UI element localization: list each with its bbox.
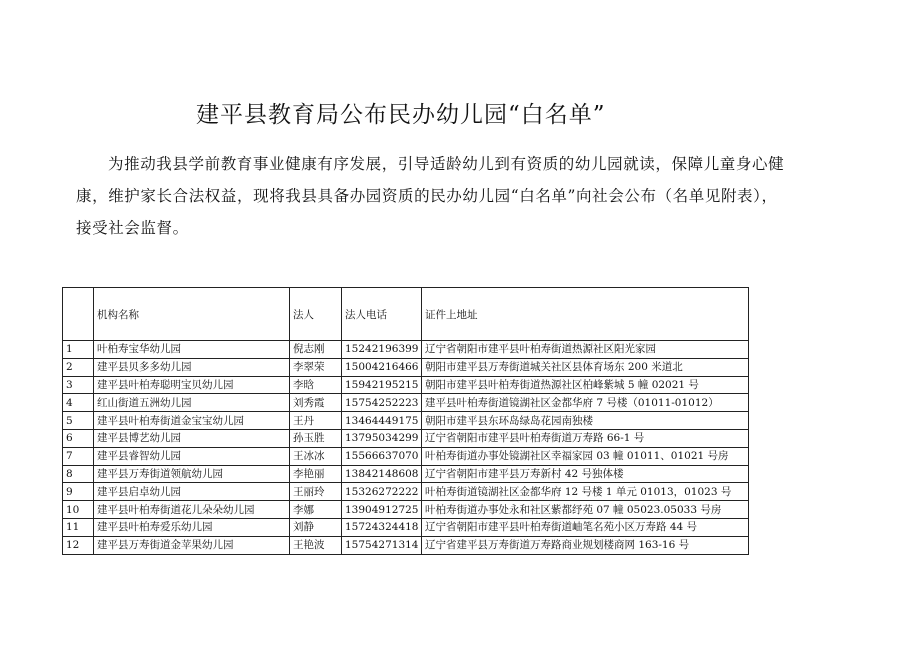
cell-certificate-address: 建平县叶柏寿街道镜湖社区金都华府 7 号楼（01011-01012） bbox=[422, 394, 749, 412]
table-row bbox=[63, 536, 749, 554]
cell-certificate-address: 叶柏寿街道办事处镜湖社区幸福家园 03 幢 01011、01021 号房 bbox=[422, 447, 749, 465]
cell-certificate-address: 朝阳市建平县东环岛绿岛花园南独楼 bbox=[422, 412, 749, 430]
cell-institution-name: 建平县博艺幼儿园 bbox=[94, 429, 290, 447]
cell-legal-person: 王丹 bbox=[290, 412, 342, 430]
cell-index: 12 bbox=[63, 536, 94, 554]
header-index bbox=[63, 288, 94, 341]
header-institution-name: 机构名称 bbox=[94, 288, 290, 341]
cell-legal-phone: 15242196399 bbox=[342, 341, 422, 359]
cell-legal-person: 倪志刚 bbox=[290, 341, 342, 359]
cell-institution-name: 建平县叶柏寿街道花儿朵朵幼儿园 bbox=[94, 501, 290, 519]
intro-line: 为推动我县学前教育事业健康有序发展，引导适龄幼儿到有资质的幼儿园就读，保障儿童身心健 bbox=[108, 155, 785, 173]
cell-legal-phone: 13842148608 bbox=[342, 465, 422, 483]
cell-index: 8 bbox=[63, 465, 94, 483]
cell-certificate-address: 辽宁省朝阳市建平县叶柏寿街道万寿路 66-1 号 bbox=[422, 429, 749, 447]
cell-legal-person: 李晗 bbox=[290, 376, 342, 394]
table-header bbox=[63, 288, 749, 341]
cell-institution-name: 叶柏寿宝华幼儿园 bbox=[94, 341, 290, 359]
table-row bbox=[63, 518, 749, 536]
cell-certificate-address: 辽宁省朝阳市建平县叶柏寿街道岫笔名苑小区万寿路 44 号 bbox=[422, 518, 749, 536]
cell-index: 7 bbox=[63, 447, 94, 465]
cell-institution-name: 建平县贝多多幼儿园 bbox=[94, 358, 290, 376]
cell-legal-phone: 15754252223 bbox=[342, 394, 422, 412]
table-header-row bbox=[63, 288, 749, 341]
cell-certificate-address: 辽宁省建平县万寿街道万寿路商业规划楼商网 163-16 号 bbox=[422, 536, 749, 554]
header-legal-person: 法人 bbox=[290, 288, 342, 341]
cell-certificate-address: 辽宁省朝阳市建平县万寿新村 42 号独体楼 bbox=[422, 465, 749, 483]
cell-institution-name: 建平县万寿街道金苹果幼儿园 bbox=[94, 536, 290, 554]
cell-legal-person: 刘秀霞 bbox=[290, 394, 342, 412]
cell-index: 11 bbox=[63, 518, 94, 536]
cell-institution-name: 建平县叶柏寿聪明宝贝幼儿园 bbox=[94, 376, 290, 394]
cell-legal-person: 李娜 bbox=[290, 501, 342, 519]
table-row bbox=[63, 412, 749, 430]
intro-paragraph bbox=[76, 148, 866, 244]
cell-institution-name: 红山街道五洲幼儿园 bbox=[94, 394, 290, 412]
cell-index: 6 bbox=[63, 429, 94, 447]
header-certificate-address: 证件上地址 bbox=[422, 288, 749, 341]
intro-line: 接受社会监督。 bbox=[76, 219, 189, 237]
cell-index: 5 bbox=[63, 412, 94, 430]
cell-index: 2 bbox=[63, 358, 94, 376]
cell-legal-phone: 15326272222 bbox=[342, 483, 422, 501]
kindergarten-registry-table bbox=[62, 287, 749, 555]
cell-legal-person: 王艳波 bbox=[290, 536, 342, 554]
table-row bbox=[63, 394, 749, 412]
cell-index: 9 bbox=[63, 483, 94, 501]
cell-legal-phone: 15754271314 bbox=[342, 536, 422, 554]
cell-legal-phone: 13904912725 bbox=[342, 501, 422, 519]
table-row bbox=[63, 483, 749, 501]
cell-index: 4 bbox=[63, 394, 94, 412]
cell-institution-name: 建平县启卓幼儿园 bbox=[94, 483, 290, 501]
table-row bbox=[63, 429, 749, 447]
cell-certificate-address: 叶柏寿街道办事处永和社区紫都纾苑 07 幢 05023.05033 号房 bbox=[422, 501, 749, 519]
cell-certificate-address: 朝阳市建平县万寿街道城关社区县体育场东 200 米道北 bbox=[422, 358, 749, 376]
cell-legal-phone: 15942195215 bbox=[342, 376, 422, 394]
table-row bbox=[63, 447, 749, 465]
cell-legal-phone: 13464449175 bbox=[342, 412, 422, 430]
cell-certificate-address: 叶柏寿街道镜湖社区金都华府 12 号楼 1 单元 01013，01023 号 bbox=[422, 483, 749, 501]
cell-legal-phone: 13795034299 bbox=[342, 429, 422, 447]
table-row bbox=[63, 501, 749, 519]
cell-institution-name: 建平县万寿街道领航幼儿园 bbox=[94, 465, 290, 483]
intro-line: 康，维护家长合法权益，现将我县具备办园资质的民办幼儿园“白名单”向社会公布（名单见附表）， bbox=[76, 187, 778, 205]
cell-certificate-address: 朝阳市建平县叶柏寿街道热源社区柏峰紫城 5 幢 02021 号 bbox=[422, 376, 749, 394]
header-legal-phone: 法人电话 bbox=[342, 288, 422, 341]
cell-institution-name: 建平县睿智幼儿园 bbox=[94, 447, 290, 465]
table-row bbox=[63, 376, 749, 394]
cell-index: 3 bbox=[63, 376, 94, 394]
cell-institution-name: 建平县叶柏寿街道金宝宝幼儿园 bbox=[94, 412, 290, 430]
table-row bbox=[63, 358, 749, 376]
cell-legal-phone: 15566637070 bbox=[342, 447, 422, 465]
table-body bbox=[63, 341, 749, 555]
cell-legal-phone: 15724324418 bbox=[342, 518, 422, 536]
cell-legal-person: 王冰冰 bbox=[290, 447, 342, 465]
page-title: 建平县教育局公布民办幼儿园“白名单” bbox=[196, 102, 606, 128]
cell-index: 10 bbox=[63, 501, 94, 519]
cell-legal-person: 刘静 bbox=[290, 518, 342, 536]
cell-legal-person: 王丽玲 bbox=[290, 483, 342, 501]
table-row bbox=[63, 341, 749, 359]
cell-institution-name: 建平县叶柏寿爱乐幼儿园 bbox=[94, 518, 290, 536]
cell-legal-phone: 15004216466 bbox=[342, 358, 422, 376]
cell-legal-person: 孙玉胜 bbox=[290, 429, 342, 447]
cell-legal-person: 李翠荣 bbox=[290, 358, 342, 376]
cell-legal-person: 李艳丽 bbox=[290, 465, 342, 483]
table-row bbox=[63, 465, 749, 483]
cell-certificate-address: 辽宁省朝阳市建平县叶柏寿街道热源社区阳光家园 bbox=[422, 341, 749, 359]
cell-index: 1 bbox=[63, 341, 94, 359]
